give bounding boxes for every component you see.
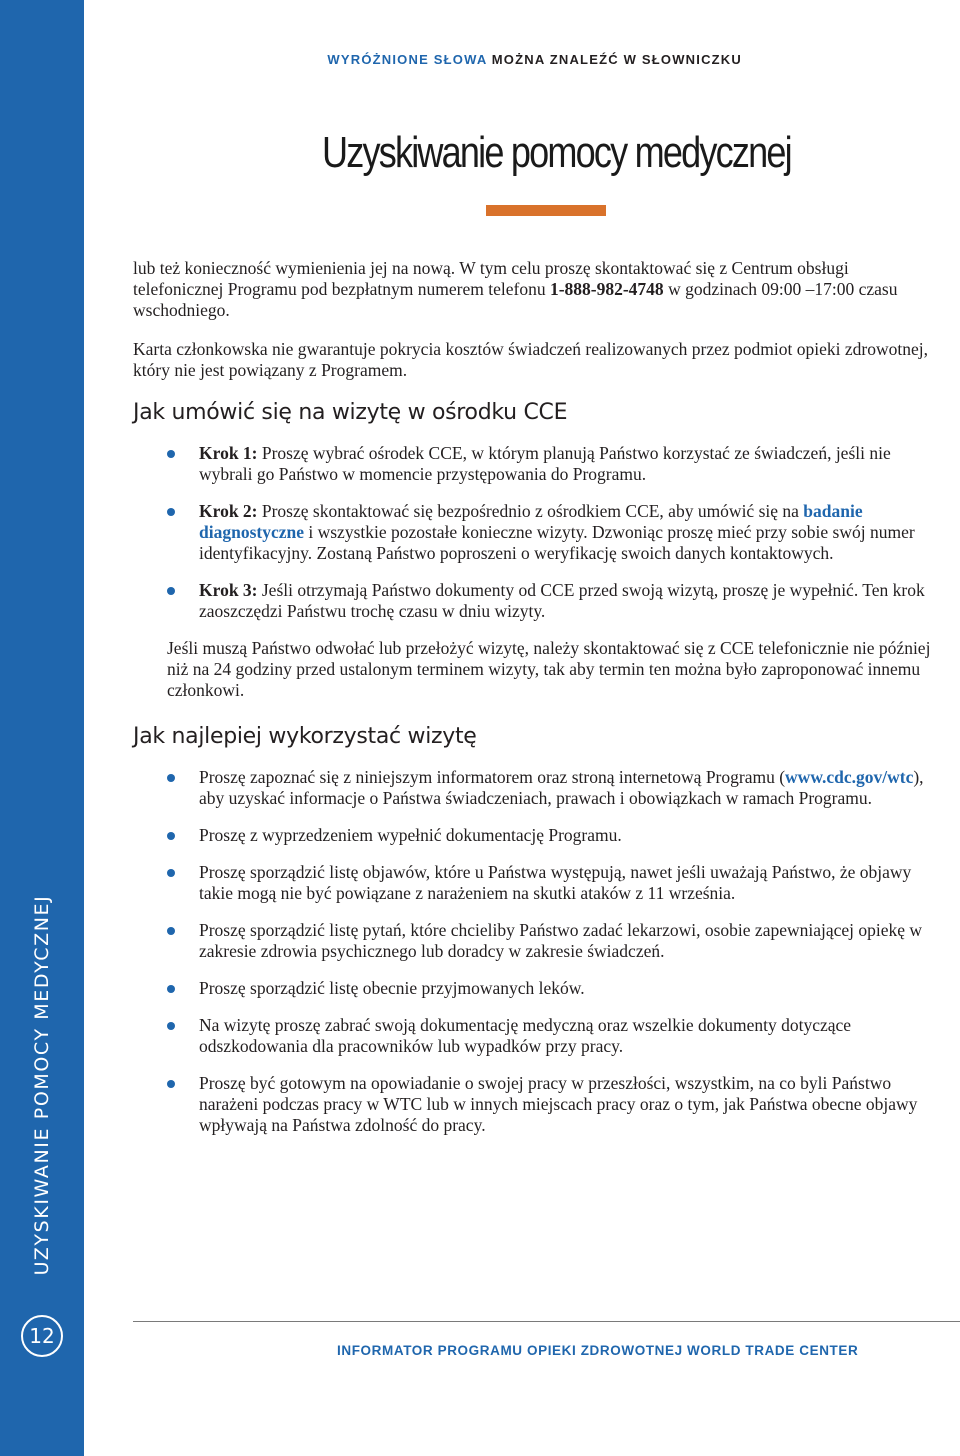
tips-list	[133, 767, 933, 1136]
step-item	[133, 580, 933, 622]
website-link[interactable]: www.cdc.gov/wtc	[785, 767, 914, 787]
item-text: ), aby uzyskać informacje o Państwa świadczeniach, prawach i obowiązkach w ramach Programu.	[199, 767, 924, 808]
step-item	[133, 443, 933, 485]
step-text: Jeśli otrzymają Państwo dokumenty od CCE przed swoją wizytą, proszę je wypełnić. Ten krok zaoszczędzi Państwu trochę czasu w dniu wizyty.	[199, 580, 925, 621]
main-content	[133, 258, 933, 1152]
sidebar	[0, 0, 84, 1456]
glossary-note-highlight: WYRÓŻNIONE SŁOWA	[327, 52, 487, 67]
list-item: Proszę z wyprzedzeniem wypełnić dokumentację Programu.	[133, 825, 933, 846]
glossary-term-link[interactable]: badanie diagnostyczne	[199, 501, 863, 542]
sidebar-section-title: UZYSKIWANIE POMOCY MEDYCZNEJ	[31, 894, 53, 1276]
step-label: Krok 2:	[199, 501, 258, 521]
footer-title: INFORMATOR PROGRAMU OPIEKI ZDROWOTNEJ WORLD TRADE CENTER	[337, 1343, 859, 1358]
step-label: Krok 1:	[199, 443, 258, 463]
intro-paragraph-1	[133, 258, 933, 321]
list-item: Proszę sporządzić listę obecnie przyjmowanych leków.	[133, 978, 933, 999]
cancellation-paragraph: Jeśli muszą Państwo odwołać lub przełożyć wizytę, należy skontaktować się z CCE telefonicznie nie później niż na 24 godziny przed ustalonym terminem wizyty, tak aby termin ten można było zaproponować innemu członkowi.	[167, 638, 931, 700]
step-text: i wszystkie pozostałe konieczne wizyty. Dzwoniąc proszę mieć przy sobie swój numer identyfikacyjny. Zostaną Państwo poproszeni o weryfikację swoich danych kontaktowych.	[199, 522, 915, 563]
glossary-note	[327, 52, 742, 67]
step-label: Krok 3:	[199, 580, 258, 600]
list-item: Na wizytę proszę zabrać swoją dokumentację medyczną oraz wszelkie dokumenty dotyczące odszkodowania dla pracowników lub wypadków przy pracy.	[133, 1015, 933, 1057]
phone-number: 1-888-982-4748	[549, 279, 664, 299]
section-heading-visit: Jak najlepiej wykorzystać wizytę	[133, 724, 477, 749]
list-item	[133, 767, 933, 809]
step-item	[133, 501, 933, 564]
item-text: Proszę zapoznać się z niniejszym informatorem oraz stroną internetową Programu (	[199, 767, 786, 787]
list-item: Proszę być gotowym na opowiadanie o swojej pracy w przeszłości, wszystkim, na co byli Państwo narażeni podczas pracy w WTC lub w innych miejscach pracy oraz o tym, jak Państwa obecne objawy wpływają na Państwa zdolność do pracy.	[133, 1073, 933, 1136]
list-item: Proszę sporządzić listę objawów, które u Państwa występują, nawet jeśli uważają Państwo, że objawy takie mogą nie być powiązane z narażeniem na skutki ataków z 11 września.	[133, 862, 933, 904]
step-text: Proszę skontaktować się bezpośrednio z ośrodkiem CCE, aby umówić się na	[257, 501, 804, 521]
intro-paragraph-2: Karta członkowska nie gwarantuje pokrycia kosztów świadczeń realizowanych przez podmiot opieki zdrowotnej, który nie jest powiązany z Programem.	[133, 339, 928, 380]
page-number-badge: 12	[21, 1315, 63, 1357]
footer-divider	[133, 1321, 960, 1322]
intro-text-a: lub też konieczność wymienienia jej na nową. W tym celu proszę skontaktować się z Centrum obsługi telefonicznej Programu pod bezpłatnym numerem telefonu	[133, 258, 849, 299]
glossary-note-rest: MOŻNA ZNALEŹĆ W SŁOWNICZKU	[486, 52, 742, 67]
title-accent-bar	[486, 205, 606, 216]
page-title: Uzyskiwanie pomocy medycznej	[322, 128, 791, 177]
list-item: Proszę sporządzić listę pytań, które chcieliby Państwo zadać lekarzowi, osobie zapewniającej opiekę w zakresie zdrowia psychicznego lub doradcy w zakresie świadczeń.	[133, 920, 933, 962]
section-heading-appointment: Jak umówić się na wizytę w ośrodku CCE	[133, 400, 568, 425]
intro-text-b: w godzinach 09:00 –17:00 czasu wschodniego.	[133, 279, 898, 320]
step-text: Proszę wybrać ośrodek CCE, w którym planują Państwo korzystać ze świadczeń, jeśli nie wybrali go Państwo w momencie przystępowania do Programu.	[199, 443, 891, 484]
steps-list	[133, 443, 933, 622]
